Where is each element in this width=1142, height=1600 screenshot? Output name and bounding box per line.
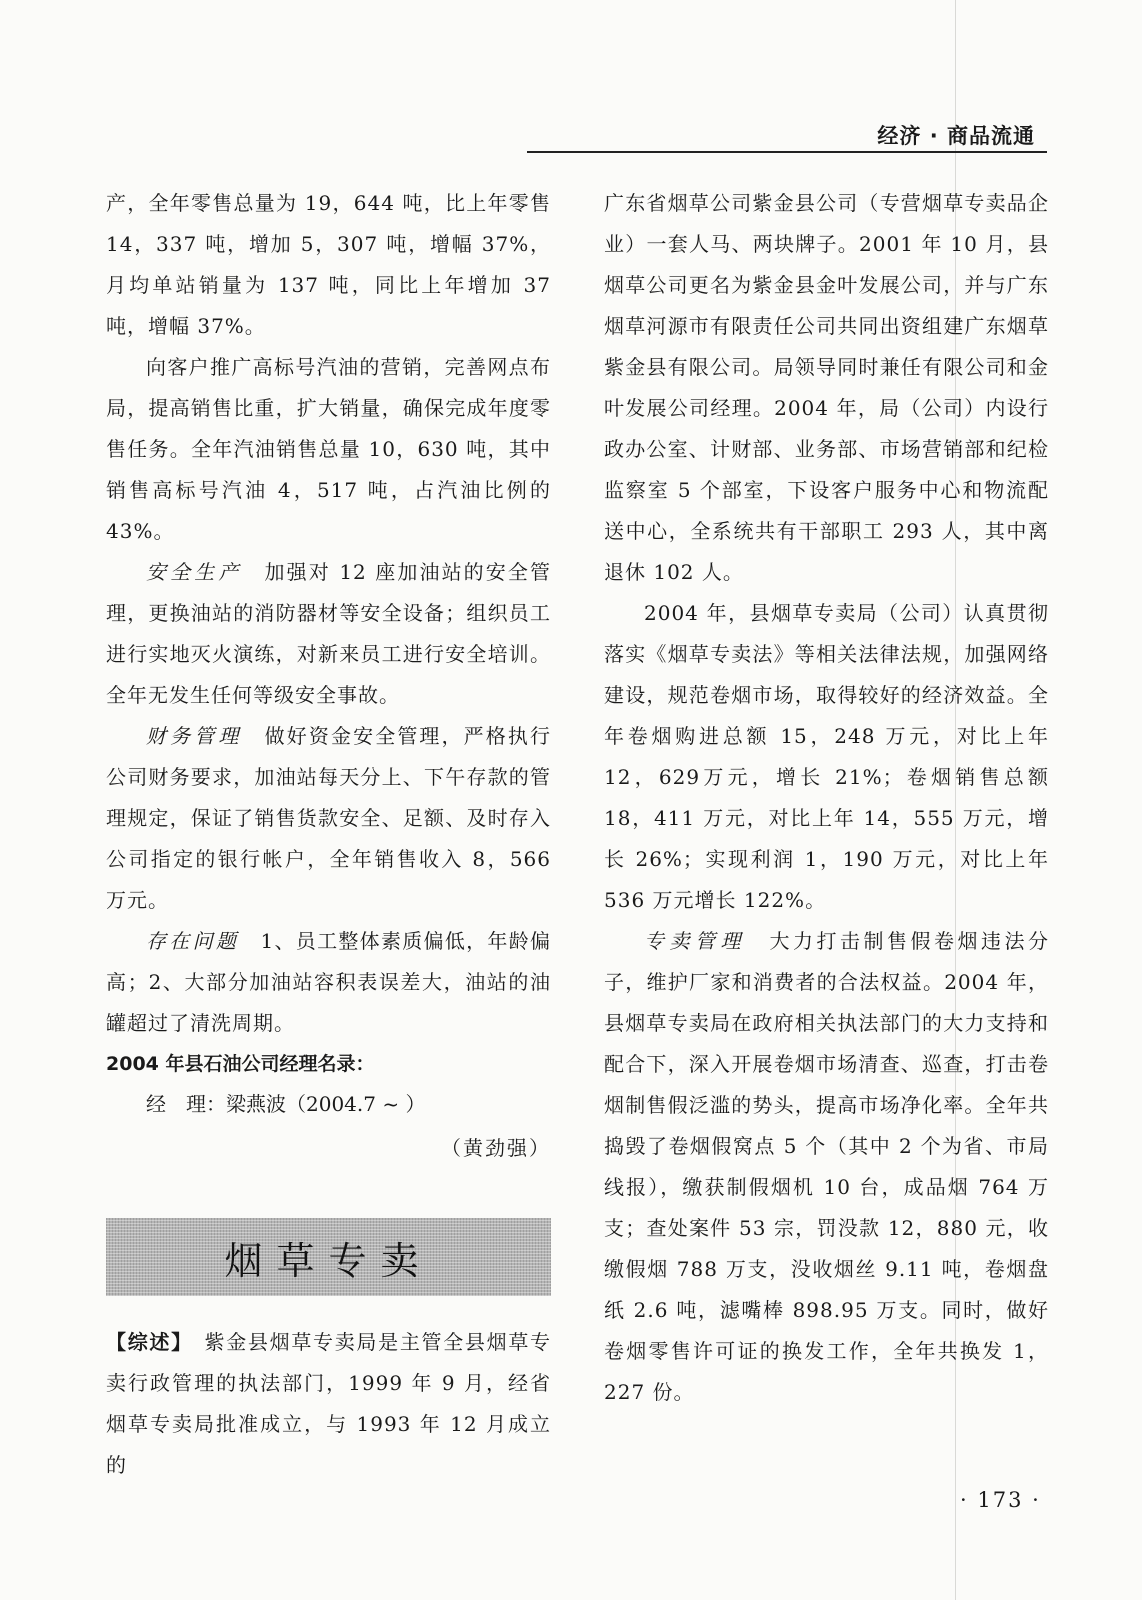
right-column	[604, 183, 1049, 1413]
overview-text: 紫金县烟草专卖局是主管全县烟草专卖行政管理的执法部门，1999 年 9 月，经省烟草专卖局批准成立，与 1993 年 12 月成立的	[106, 1330, 552, 1477]
keyword-problems: 存在问题	[146, 929, 240, 953]
paragraph-problems	[106, 921, 551, 1044]
section-banner	[106, 1218, 551, 1296]
manager-roster-entry: 经 理：梁燕波（2004.7 ~ ）	[146, 1092, 426, 1116]
page-number: · 173 ·	[960, 1488, 1041, 1512]
running-header: 经济 · 商品流通	[877, 124, 1035, 148]
paragraph-safety	[106, 552, 551, 716]
paragraph-economic-results: 2004 年，县烟草专卖局（公司）认真贯彻落实《烟草专卖法》等相关法律法规，加强网络建设，规范卷烟市场，取得较好的经济效益。全年卷烟购进总额 15，248 万元，对比上年 12，629万元，增长 21%；卷烟销售总额 18，411 万元，对比上年 14，555 万元，增长 26%；实现利润 1，190 万元，对比上年 536 万元增长 122%。	[604, 601, 1049, 912]
author-signature: （黄劲强）	[441, 1136, 551, 1160]
overview-label: 【综述】	[106, 1330, 183, 1354]
keyword-monopoly: 专卖管理	[644, 929, 746, 953]
paragraph-organization: 广东省烟草公司紫金县公司（专营烟草专卖品企业）一套人马、两块牌子。2001 年 10 月，县烟草公司更名为紫金县金叶发展公司，并与广东烟草河源市有限责任公司共同出资组建广东烟草紫金县有限公司。局领导同时兼任有限公司和金叶发展公司经理。2004 年，局（公司）内设行政办公室、计财部、业务部、市场营销部和纪检监察室 5 个部室，下设客户服务中心和物流配送中心，全系统共有干部职工 293 人，其中离退休 102 人。	[604, 191, 1049, 584]
section-banner-title: 烟草专卖	[224, 1238, 433, 1283]
manager-roster-title: 2004 年县石油公司经理名录：	[106, 1053, 375, 1075]
paragraph-retail-summary: 产，全年零售总量为 19，644 吨，比上年零售 14，337 吨，增加 5，307 吨，增幅 37%，月均单站销量为 137 吨，同比上年增加 37 吨，增幅 37%。	[106, 191, 551, 338]
keyword-finance: 财务管理	[146, 724, 243, 748]
header-rule	[527, 151, 1047, 153]
paragraph-gasoline-marketing: 向客户推广高标号汽油的营销，完善网点布局，提高销售比重，扩大销量，确保完成年度零售任务。全年汽油销售总量 10，630 吨，其中销售高标号汽油 4，517 吨，占汽油比例的 43%。	[106, 355, 551, 543]
finance-text: 做好资金安全管理，严格执行公司财务要求，加油站每天分上、下午存款的管理规定，保证了销售货款安全、足额、及时存入公司指定的银行帐户，全年销售收入 8，566 万元。	[106, 724, 552, 912]
left-column	[106, 183, 551, 1486]
safety-text: 加强对 12 座加油站的安全管理，更换油站的消防器材等安全设备；组织员工进行实地灭火演练，对新来员工进行安全培训。全年无发生任何等级安全事故。	[106, 560, 552, 707]
monopoly-text: 大力打击制售假卷烟违法分子，维护厂家和消费者的合法权益。2004 年，县烟草专卖局在政府相关执法部门的大力支持和配合下，深入开展卷烟市场清查、巡查，打击卷烟制售假泛滥的势头，提高市场净化率。全年共捣毁了卷烟假窝点 5 个（其中 2 个为省、市局线报），缴获制假烟机 10 台，成品烟 764 万支；查处案件 53 宗，罚没款 12，880 元，收缴假烟 788 万支，没收烟丝 9.11 吨，卷烟盘纸 2.6 吨，滤嘴棒 898.95 万支。同时，做好卷烟零售许可证的换发工作，全年共换发 1，227 份。	[604, 929, 1049, 1404]
problems-text: 1、员工整体素质偏低，年龄偏高；2、大部分加油站容积表误差大，油站的油罐超过了清洗周期。	[106, 929, 551, 1035]
paragraph-finance	[106, 716, 551, 921]
paragraph-monopoly-management	[604, 921, 1049, 1413]
keyword-safety: 安全生产	[146, 560, 243, 584]
paragraph-overview	[106, 1322, 551, 1486]
